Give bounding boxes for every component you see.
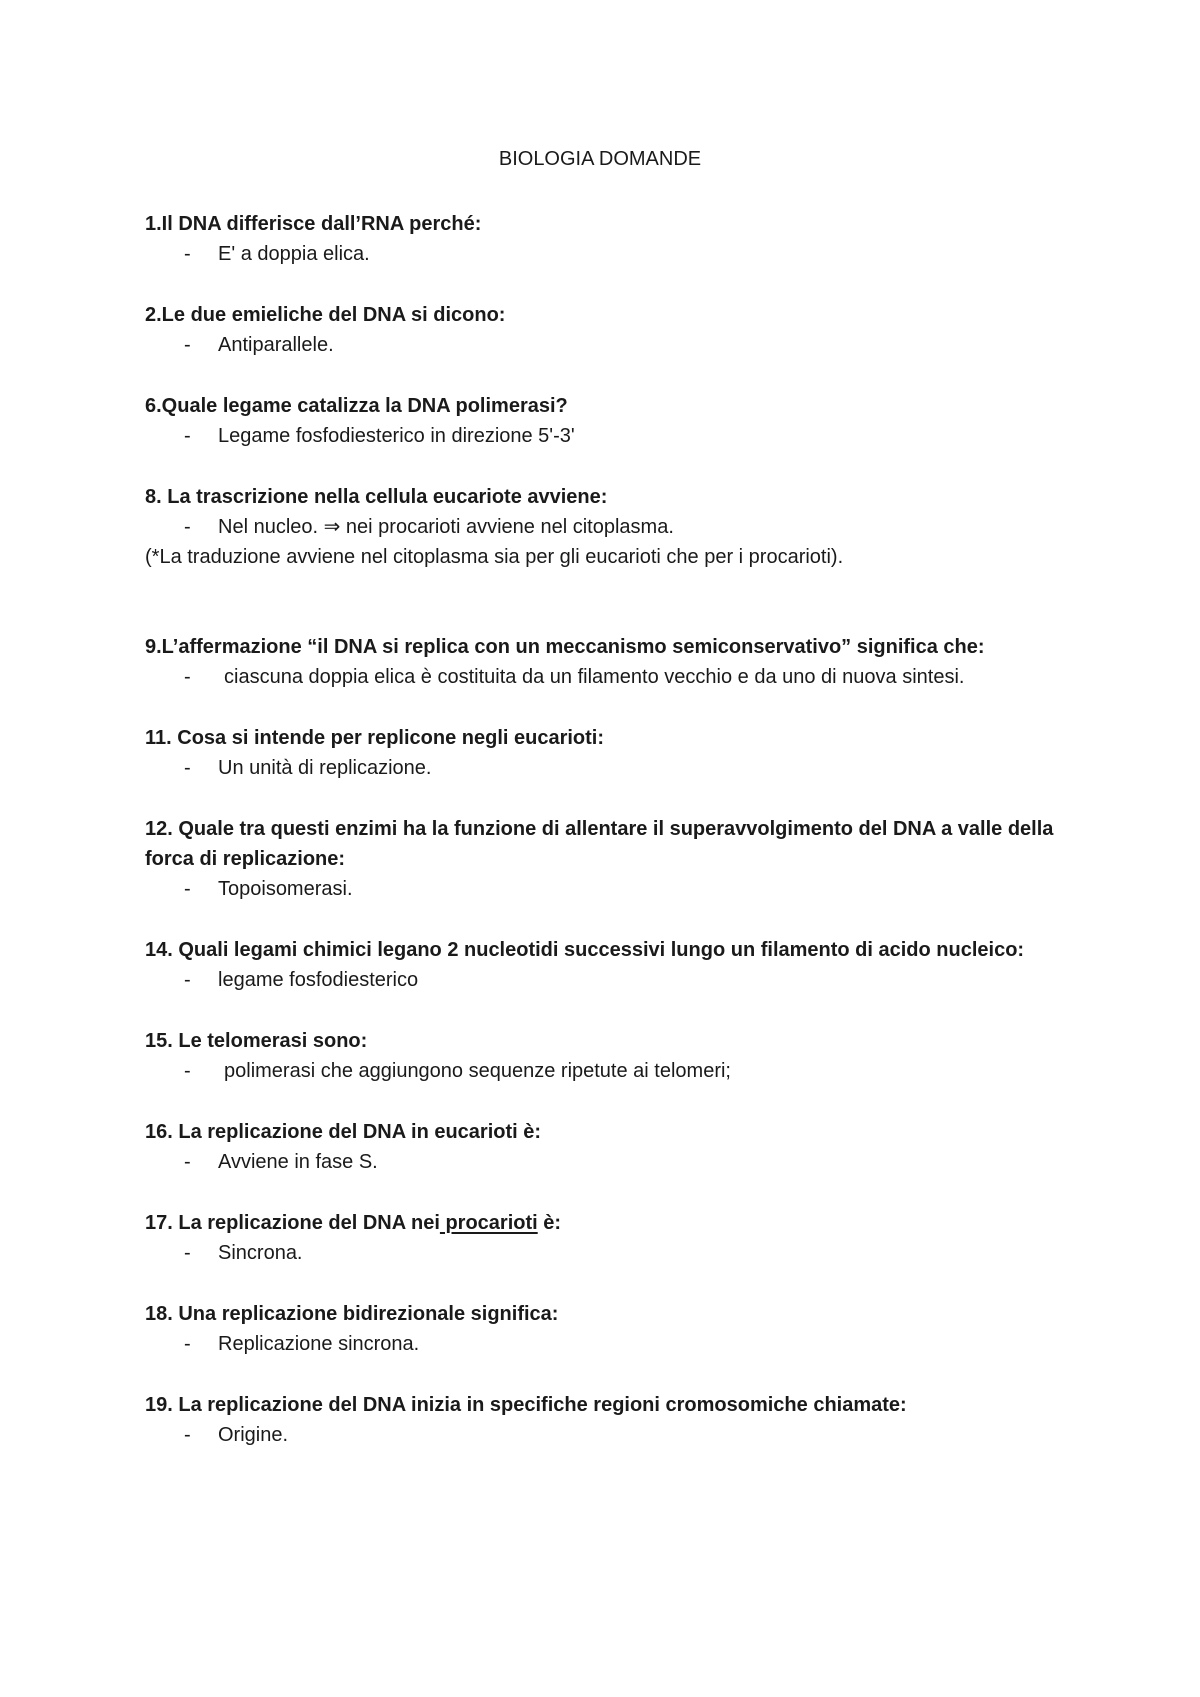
question-item — [145, 1117, 1065, 1177]
answer-line — [145, 1147, 1065, 1177]
answer-line — [145, 1420, 1065, 1450]
answer-text: Un unità di replicazione. — [218, 757, 432, 779]
question-text-suffix: è: — [537, 1212, 562, 1234]
question-text: 6.Quale legame catalizza la DNA polimerasi? — [145, 395, 568, 417]
answer-text: Nel nucleo. ⇒ nei procarioti avviene nel citoplasma. — [218, 516, 674, 538]
question-list — [145, 209, 1065, 1481]
underlined-term: procarioti — [439, 1212, 538, 1234]
question-item — [145, 632, 1065, 692]
question-text: 2.Le due emieliche del DNA si dicono: — [145, 304, 506, 326]
question-item — [145, 1390, 1065, 1450]
answer-text: Replicazione sincrona. — [218, 1333, 420, 1355]
answer-text: E' a doppia elica. — [218, 243, 370, 265]
question-item — [145, 814, 1065, 904]
answer-line — [145, 421, 1065, 451]
answer-line — [145, 239, 1065, 269]
question-item — [145, 300, 1065, 360]
question-item — [145, 1299, 1065, 1359]
question-text-prefix: 17. La replicazione del DNA nei — [145, 1212, 440, 1234]
bullet-dash: - — [184, 666, 191, 688]
answer-text: Topoisomerasi. — [218, 878, 353, 900]
question-text: 18. Una replicazione bidirezionale significa: — [145, 1303, 559, 1325]
answer-line — [145, 1329, 1065, 1359]
answer-text: Legame fosfodiesterico in direzione 5'-3' — [218, 425, 575, 447]
question-text: 16. La replicazione del DNA in eucarioti è: — [145, 1121, 542, 1143]
answer-text: legame fosfodiesterico — [218, 969, 419, 991]
bullet-dash: - — [184, 243, 191, 265]
question-item — [145, 482, 1065, 572]
bullet-dash: - — [184, 757, 191, 779]
answer-line — [145, 330, 1065, 360]
answer-text: polimerasi che aggiungono sequenze ripetute ai telomeri; — [224, 1060, 731, 1082]
answer-line — [145, 1238, 1065, 1268]
bullet-dash: - — [184, 334, 191, 356]
question-item — [145, 723, 1065, 783]
answer-line — [145, 753, 1065, 783]
answer-text: Sincrona. — [218, 1242, 303, 1264]
question-text: 11. Cosa si intende per replicone negli eucarioti: — [145, 727, 605, 749]
answer-line — [145, 662, 1065, 692]
note-text: (*La traduzione avviene nel citoplasma sia per gli eucarioti che per i procarioti). — [145, 546, 844, 568]
answer-text: Origine. — [218, 1424, 289, 1446]
question-text: 19. La replicazione del DNA inizia in specifiche regioni cromosomiche chiamate: — [145, 1394, 907, 1416]
page-title: BIOLOGIA DOMANDE — [498, 148, 702, 170]
bullet-dash: - — [184, 1060, 191, 1082]
answer-text: Avviene in fase S. — [218, 1151, 378, 1173]
question-item — [145, 209, 1065, 269]
bullet-dash: - — [184, 425, 191, 447]
bullet-dash: - — [184, 1333, 191, 1355]
question-item — [145, 1026, 1065, 1086]
question-text: 14. Quali legami chimici legano 2 nucleotidi successivi lungo un filamento di acido nucleico: — [145, 939, 1025, 961]
question-text: 1.Il DNA differisce dall’RNA perché: — [145, 213, 482, 235]
answer-text: Antiparallele. — [218, 334, 334, 356]
question-text: 8. La trascrizione nella cellula eucariote avviene: — [145, 486, 608, 508]
answer-line — [145, 512, 1065, 542]
question-item — [145, 1208, 1065, 1268]
answer-line — [145, 965, 1065, 995]
question-item — [145, 935, 1065, 995]
bullet-dash: - — [184, 1424, 191, 1446]
bullet-dash: - — [184, 516, 191, 538]
question-text: 15. Le telomerasi sono: — [145, 1030, 368, 1052]
bullet-dash: - — [184, 1242, 191, 1264]
question-text — [145, 1208, 1065, 1238]
bullet-dash: - — [184, 878, 191, 900]
bullet-dash: - — [184, 969, 191, 991]
answer-text: ciascuna doppia elica è costituita da un filamento vecchio e da uno di nuova sintesi. — [224, 666, 965, 688]
answer-line — [145, 1056, 1065, 1086]
question-item — [145, 391, 1065, 451]
bullet-dash: - — [184, 1151, 191, 1173]
answer-line — [145, 874, 1065, 904]
question-text: 9.L’affermazione “il DNA si replica con un meccanismo semiconservativo” significa che: — [145, 636, 985, 658]
question-text: 12. Quale tra questi enzimi ha la funzione di allentare il superavvolgimento del DNA a valle della forca di replicazione: — [145, 818, 1054, 870]
